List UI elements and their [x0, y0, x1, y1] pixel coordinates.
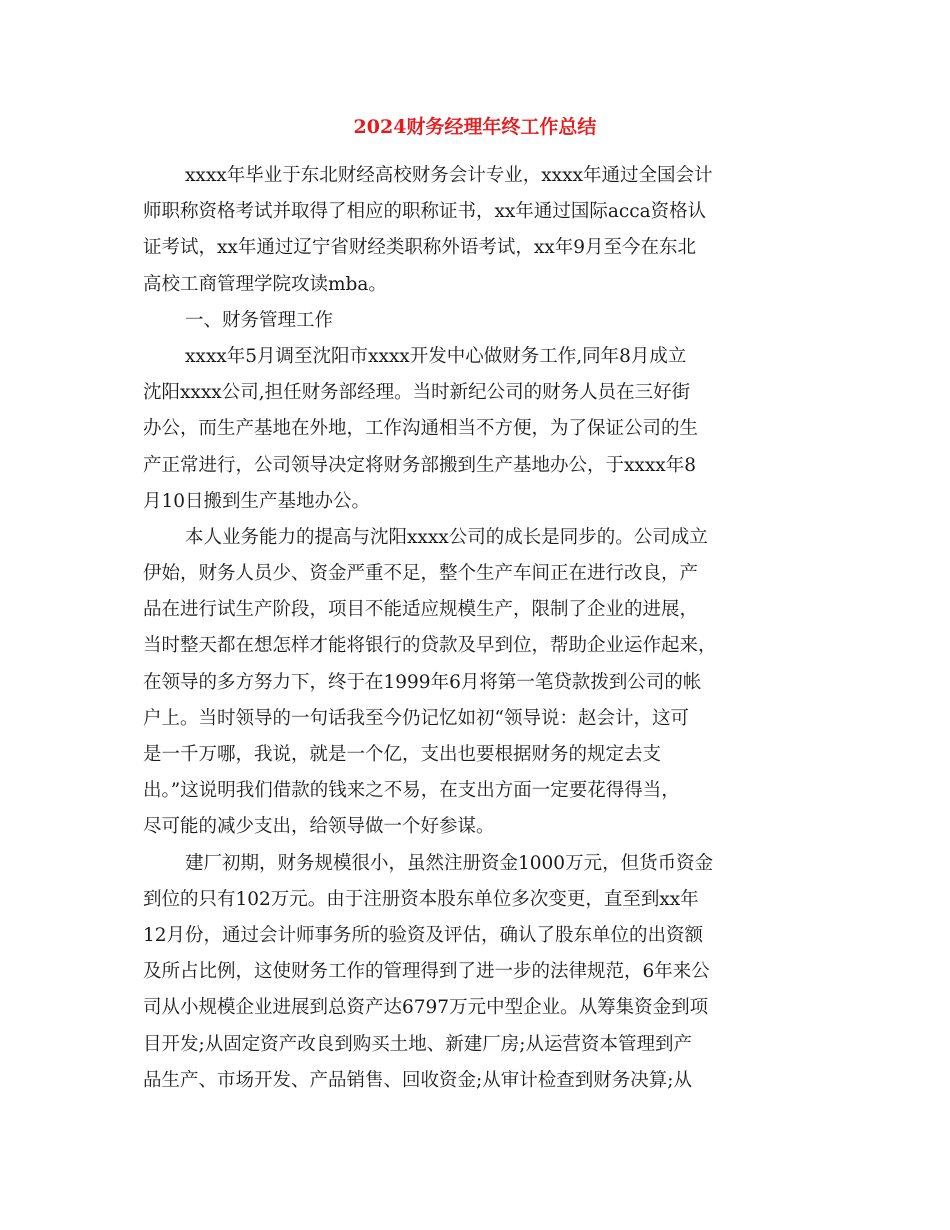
- text-line: 月10日搬到生产基地办公。: [143, 490, 371, 512]
- text-line: 师职称资格考试并取得了相应的职称证书，xx年通过国际acca资格认: [143, 201, 707, 223]
- text-line: 12月份，通过会计师事务所的验资及评估，确认了股东单位的出资额: [143, 924, 704, 946]
- text-line: 是一千万哪，我说，就是一个亿，支出也要根据财务的规定去支: [143, 744, 662, 765]
- text-line: xxxx年毕业于东北财经高校财务会计专业，xxxx年通过全国会计: [185, 165, 713, 186]
- document-body: [143, 158, 807, 1099]
- text-line: 一、财务管理工作: [185, 309, 334, 331]
- text-line: 建厂初期，财务规模很小，虽然注册资金1000万元，但货币资金: [185, 852, 714, 874]
- text-line: 证考试，xx年通过辽宁省财经类职称外语考试，xx年9月至今在东北: [143, 237, 697, 259]
- text-line: 品生产、市场开发、产品销售、回收资金;从审计检查到财务决算;从: [143, 1069, 692, 1091]
- text-line: xxxx年5月调至沈阳市xxxx开发中心做财务工作,同年8月成立: [185, 345, 687, 367]
- text-line: 当时整天都在想怎样才能将银行的贷款及早到位，帮助企业运作起来，: [143, 635, 717, 657]
- text-line: 司从小规模企业进展到总资产达6797万元中型企业。从筹集资金到项: [143, 997, 709, 1019]
- document-title: 2024财务经理年终工作总结: [353, 116, 597, 138]
- text-line: 及所占比例，这使财务工作的管理得到了进一步的法律规范，6年来公: [143, 961, 710, 983]
- text-line: 伊始，财务人员少、资金严重不足，整个生产车间正在进行改良，产: [143, 563, 699, 585]
- text-line: 目开发;从固定资产改良到购买土地、新建厂房;从运营资本管理到产: [143, 1033, 692, 1055]
- text-line: 到位的只有102万元。由于注册资本股东单位多次变更，直至到xx年: [143, 888, 699, 910]
- text-line: 尽可能的减少支出，给领导做一个好参谋。: [143, 816, 495, 838]
- text-line: 高校工商管理学院攻读mba。: [143, 273, 387, 295]
- text-line: 产正常进行，公司领导决定将财务部搬到生产基地办公，于xxxx年8: [143, 454, 697, 476]
- text-line: 品在进行试生产阶段，项目不能适应规模生产，限制了企业的进展，: [143, 599, 699, 621]
- text-line: 沈阳xxxx公司,担任财务部经理。当时新纪公司的财务人员在三好街: [143, 382, 691, 404]
- text-line: 在领导的多方努力下，终于在1999年6月将第一笔贷款拨到公司的帐: [143, 671, 702, 693]
- text-line: 本人业务能力的提高与沈阳xxxx公司的成长是同步的。公司成立: [185, 526, 708, 548]
- text-line: 出。”这说明我们借款的钱来之不易，在支出方面一定要花得得当，: [143, 780, 680, 802]
- text-line: 办公，而生产基地在外地，工作沟通相当不方便，为了保证公司的生: [143, 418, 699, 440]
- text-line: 户上。当时领导的一句话我至今仍记忆如初“领导说：赵会计，这可: [143, 707, 689, 729]
